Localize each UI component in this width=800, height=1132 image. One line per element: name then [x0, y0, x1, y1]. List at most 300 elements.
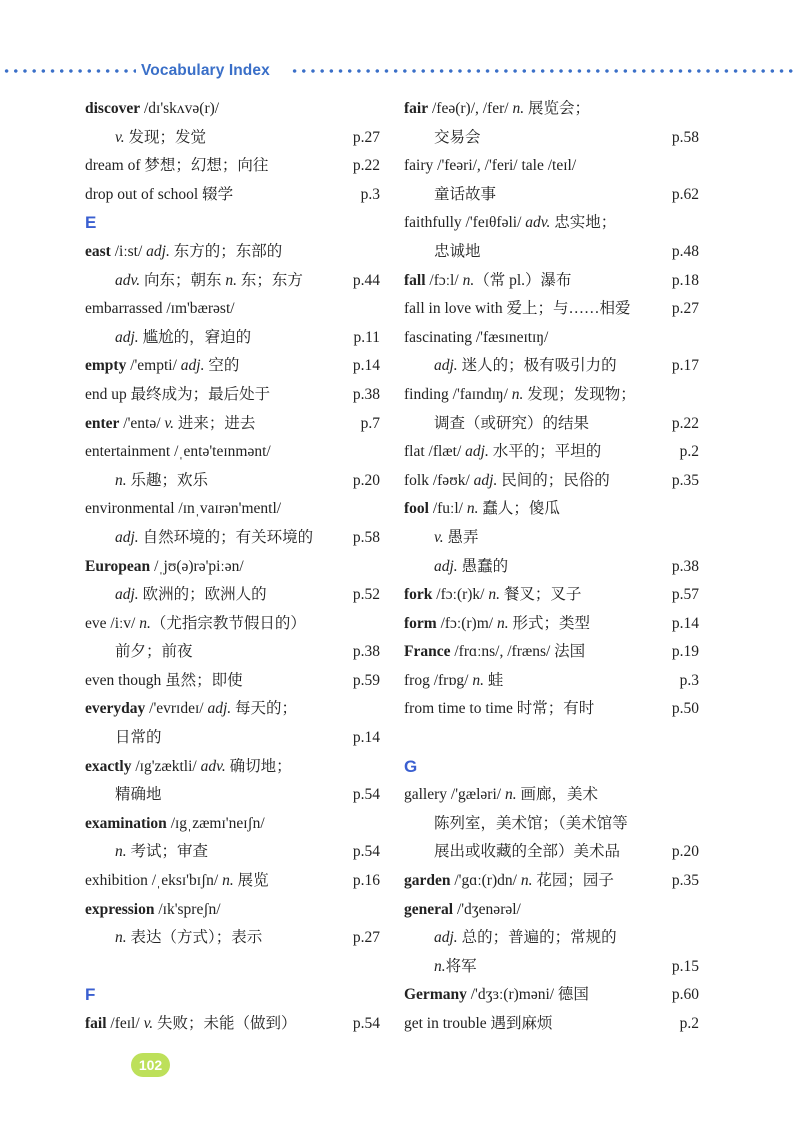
headword: Germany [404, 986, 467, 1004]
entry-text [404, 500, 560, 517]
definition: 东方的；东部的 [169, 242, 283, 260]
entry-text [404, 615, 590, 632]
entry-text [404, 643, 585, 660]
index-entry [404, 381, 699, 410]
page-reference: p.27 [671, 300, 699, 318]
entry-text [404, 472, 610, 489]
page-reference: p.62 [671, 185, 699, 203]
headword: exactly [85, 757, 132, 775]
index-entry [404, 981, 699, 1010]
index-entry [85, 495, 380, 524]
section-letter: E [85, 213, 97, 233]
part-of-speech: v. [115, 128, 125, 146]
entry-text [115, 129, 206, 146]
part-of-speech: adv. [115, 271, 141, 289]
entry-continuation [85, 724, 380, 753]
dotted-rule-right [290, 69, 798, 73]
headword: fool [404, 500, 429, 518]
part-of-speech: adv. [200, 757, 226, 775]
entry-phrase: exhibition /ˌeksɪ'bɪʃn/ [85, 872, 223, 890]
definition: 交易会 [434, 128, 481, 146]
page-reference: p.59 [352, 671, 380, 689]
definition: 发现；发觉 [124, 128, 206, 146]
headword: fork [404, 586, 433, 604]
entry-text [85, 758, 292, 775]
definition: 展览会； [524, 100, 590, 117]
entry-continuation [85, 838, 380, 867]
part-of-speech: n. [512, 100, 525, 117]
entry-phrase: get in trouble 遇到麻烦 [404, 1015, 553, 1032]
page-reference: p.2 [679, 443, 699, 461]
part-of-speech: adj. [115, 528, 139, 546]
entry-phrase: flat /flæt/ [404, 443, 466, 461]
entry-text [434, 929, 617, 946]
definition: 花园；园子 [532, 872, 614, 890]
entry-phrase: drop out of school 辍学 [85, 185, 234, 203]
pronunciation: /'gɑː(r)dn/ [450, 872, 521, 890]
part-of-speech: adj. [465, 443, 489, 461]
pronunciation: /'entə/ [119, 414, 165, 432]
entry-text [434, 529, 479, 546]
entry-phrase: end up 最终成为；最后处于 [85, 385, 271, 403]
entry-text [85, 1015, 297, 1032]
definition: 水平的；平坦的 [488, 443, 602, 461]
entry-continuation [404, 181, 699, 210]
definition: 陈列室，美术馆；（美术馆等 [434, 814, 628, 832]
page-reference: p.20 [352, 471, 380, 489]
pronunciation: /iːst/ [110, 242, 147, 260]
page-reference: p.3 [360, 185, 380, 203]
entry-text [115, 472, 208, 489]
entry-continuation [85, 124, 380, 153]
entry-phrase: faithfully /'feɪθfəli/ [404, 214, 526, 232]
index-entry [85, 95, 380, 124]
entry-continuation [404, 553, 699, 582]
page-reference: p.18 [671, 271, 699, 289]
page-reference: p.14 [671, 614, 699, 632]
pronunciation: /fɔː(r)m/ [436, 614, 497, 632]
part-of-speech: n. [504, 786, 517, 804]
section-letter: F [85, 985, 96, 1005]
definition: 每天的； [231, 700, 298, 718]
section-letter: G [404, 756, 418, 776]
page-reference: p.50 [671, 700, 699, 718]
entry-continuation [85, 781, 380, 810]
page-reference: p.58 [352, 528, 380, 546]
entry-text [404, 100, 590, 117]
headword: examination [85, 814, 167, 832]
definition: 蛙 [484, 671, 504, 689]
part-of-speech: n. [520, 872, 533, 890]
index-entry [404, 495, 699, 524]
entry-text [85, 558, 244, 575]
entry-text [85, 901, 221, 918]
entry-phrase: fall in love with 爱上；与……相爱 [404, 300, 631, 318]
part-of-speech: adj. [180, 357, 205, 375]
headword: east [85, 242, 111, 260]
right-column [404, 95, 699, 1039]
part-of-speech: n. [488, 586, 500, 604]
pronunciation: /fɔːl/ [425, 271, 463, 289]
definition: 迷人的；极有吸引力的 [457, 357, 617, 375]
entry-phrase: even though 虽然；即使 [85, 671, 243, 689]
part-of-speech: v. [164, 414, 175, 432]
entry-phrase: fairy /'feəri/, /'feri/ tale /teɪl/ [404, 157, 577, 175]
index-entry [85, 695, 380, 724]
entry-text [85, 157, 268, 174]
dotted-rule-left [2, 69, 136, 73]
definition: 失败；未能（做到） [153, 1015, 297, 1032]
definition: 向东；朝东 [140, 271, 226, 289]
entry-phrase: embarrassed /ɪm'bærəst/ [85, 300, 235, 318]
page-reference: p.20 [671, 843, 699, 861]
part-of-speech: adj. [473, 471, 498, 489]
index-entry [85, 438, 380, 467]
definition: 考试；审查 [126, 843, 209, 861]
entry-continuation [404, 410, 699, 439]
entry-text [404, 786, 598, 803]
part-of-speech: n. [225, 271, 237, 289]
entry-phrase: gallery /'gæləri/ [404, 786, 505, 804]
index-entry [85, 553, 380, 582]
page-header [0, 62, 800, 82]
entry-text [434, 243, 481, 260]
entry-continuation [404, 924, 699, 953]
part-of-speech: adj. [434, 357, 458, 375]
entry-text [434, 958, 477, 975]
index-entry [85, 896, 380, 925]
definition: 乐趣；欢乐 [126, 471, 209, 489]
page-reference: p.2 [679, 1015, 699, 1032]
part-of-speech: v. [434, 528, 444, 546]
part-of-speech: n. [115, 471, 127, 489]
entry-text [115, 729, 162, 746]
entry-continuation [404, 953, 699, 982]
definition: （尤指宗教节假日的） [150, 614, 306, 632]
headword: European [85, 557, 151, 575]
entry-text [115, 329, 251, 346]
entry-text [404, 272, 572, 289]
page-reference: p.35 [671, 872, 699, 890]
entry-text [434, 357, 617, 374]
index-entry [85, 152, 380, 181]
entry-text [115, 529, 313, 546]
entry-text [85, 415, 255, 432]
definition: 展览 [233, 872, 269, 890]
page-reference: p.16 [352, 872, 380, 890]
entry-text [404, 1015, 553, 1032]
page-reference: p.38 [352, 385, 380, 403]
page-reference: p.38 [671, 557, 699, 575]
entry-continuation [85, 267, 380, 296]
headword: France [404, 643, 451, 661]
page-reference: p.14 [352, 729, 380, 747]
definition: 确切地； [225, 757, 292, 775]
page-reference: p.17 [671, 357, 699, 375]
entry-continuation [85, 581, 380, 610]
entry-text [85, 357, 239, 374]
definition: 总的；普遍的；常规的 [457, 929, 617, 947]
pronunciation: /fɔː(r)k/ [432, 586, 489, 604]
index-entry [404, 667, 699, 696]
page-reference: p.15 [671, 957, 699, 975]
index-entry [85, 1010, 380, 1039]
entry-text [85, 815, 265, 832]
page-reference: p.35 [671, 471, 699, 489]
definition: （常 pl.）瀑布 [474, 271, 572, 289]
index-entry [404, 695, 699, 724]
page-reference: p.58 [671, 128, 699, 146]
entry-continuation [85, 524, 380, 553]
entry-phrase: entertainment /ˌentə'teɪnmənt/ [85, 443, 271, 461]
part-of-speech: n. [462, 271, 475, 289]
headword: form [404, 614, 437, 632]
entry-phrase: environmental /ɪnˌvaɪrən'mentl/ [85, 500, 282, 518]
page-reference: p.22 [671, 414, 699, 432]
definition: 童话故事 [434, 185, 497, 203]
part-of-speech: n. [115, 843, 127, 861]
index-entry [85, 753, 380, 782]
entry-phrase: frog /frɒg/ [404, 671, 473, 689]
definition: 形式；类型 [508, 614, 590, 632]
index-entry [404, 95, 699, 124]
headword: enter [85, 414, 120, 432]
entry-phrase: fascinating /'fæsɪneɪtɪŋ/ [404, 328, 549, 346]
entry-text [434, 843, 620, 860]
pronunciation: /ɪgˌzæmɪ'neɪʃn/ [166, 814, 265, 832]
entry-continuation [404, 524, 699, 553]
entry-text [85, 700, 297, 717]
entry-text [404, 214, 616, 231]
headword: expression [85, 900, 155, 918]
page-reference: p.19 [671, 643, 699, 661]
entry-text [85, 100, 219, 117]
definition: 精确地 [115, 786, 162, 804]
entry-text [404, 986, 589, 1003]
index-entry [404, 638, 699, 667]
index-entry [404, 581, 699, 610]
entry-text [115, 586, 267, 603]
part-of-speech: n. [511, 385, 524, 403]
entry-text [85, 443, 271, 460]
entry-continuation [85, 924, 380, 953]
index-entry [85, 295, 380, 324]
index-entry [85, 381, 380, 410]
page-reference: p.27 [352, 128, 380, 146]
pronunciation: /ˌjʊ(ə)rə'piːən/ [150, 557, 244, 575]
page-reference: p.44 [352, 271, 380, 289]
entry-text [434, 558, 508, 575]
page-reference: p.14 [352, 357, 380, 375]
page-reference: p.54 [352, 786, 380, 804]
entry-text [404, 872, 614, 889]
pronunciation: /ɪg'zæktli/ [131, 757, 201, 775]
definition: 日常的 [115, 729, 162, 747]
part-of-speech: adj. [146, 242, 170, 260]
entry-text [404, 901, 521, 918]
entry-text [85, 386, 270, 403]
entry-text [404, 157, 576, 174]
definition: 忠诚地 [434, 242, 481, 260]
index-entry [85, 610, 380, 639]
index-entry [85, 810, 380, 839]
part-of-speech: adj. [434, 557, 458, 575]
entry-text [404, 672, 503, 689]
index-entry [85, 352, 380, 381]
entry-text [115, 929, 262, 946]
definition: 将军 [445, 957, 477, 975]
definition: 愚蠢的 [457, 557, 509, 575]
entry-text [434, 415, 589, 432]
index-entry [404, 324, 699, 353]
entry-text [404, 443, 601, 460]
entry-text [404, 386, 636, 403]
definition: 调查（或研究）的结果 [434, 414, 590, 432]
index-entry [85, 410, 380, 439]
part-of-speech: adv. [525, 214, 551, 232]
index-entry [404, 1010, 699, 1039]
part-of-speech: adj. [207, 700, 232, 718]
part-of-speech: adj. [434, 929, 458, 947]
left-column [85, 95, 380, 1039]
pronunciation: /'dʒɜː(r)məni/ 德国 [466, 986, 589, 1004]
definition: 蠢人；傻瓜 [478, 500, 560, 518]
headword: garden [404, 872, 451, 890]
index-entry [85, 238, 380, 267]
entry-continuation [404, 238, 699, 267]
entry-phrase: finding /'faɪndɪŋ/ [404, 385, 512, 403]
entry-text [85, 300, 235, 317]
index-entry [404, 295, 699, 324]
part-of-speech: adj. [115, 586, 139, 604]
entry-text [434, 815, 628, 832]
entry-text [115, 643, 193, 660]
entry-phrase: from time to time 时常；有时 [404, 700, 595, 718]
pronunciation: /feɪl/ [106, 1015, 144, 1032]
pronunciation: /'empti/ [126, 357, 181, 375]
part-of-speech: n. [139, 614, 151, 632]
index-entry [404, 467, 699, 496]
page-reference: p.48 [671, 242, 699, 260]
definition: 空的 [204, 357, 240, 375]
page-number: 102 [131, 1053, 170, 1077]
entry-text [85, 186, 233, 203]
headword: fair [404, 100, 429, 117]
entry-continuation [404, 352, 699, 381]
index-entry [404, 267, 699, 296]
page-reference: p.27 [352, 929, 380, 947]
entry-phrase: folk /fəʊk/ [404, 471, 474, 489]
index-entry [404, 781, 699, 810]
pronunciation: /feə(r)/, /fer/ [428, 100, 513, 117]
entry-text [404, 329, 548, 346]
part-of-speech: adj. [115, 328, 139, 346]
definition: 前夕；前夜 [115, 643, 193, 661]
entry-text [434, 129, 481, 146]
definition: 尴尬的，窘迫的 [138, 328, 252, 346]
entry-continuation [404, 810, 699, 839]
pronunciation: /frɑːns/, /fræns/ 法国 [450, 643, 586, 661]
entry-text [85, 500, 281, 517]
definition: 忠实地； [550, 214, 617, 232]
definition: 欧洲的；欧洲人的 [138, 586, 267, 604]
pronunciation: /dɪ'skʌvə(r)/ [140, 100, 220, 117]
entry-continuation [85, 638, 380, 667]
page-reference: p.52 [352, 586, 380, 604]
page-reference: p.38 [352, 643, 380, 661]
part-of-speech: n. [434, 957, 446, 975]
part-of-speech: v. [143, 1015, 154, 1032]
index-entry [404, 152, 699, 181]
definition: 展出或收藏的全部）美术品 [434, 843, 621, 861]
page-reference: p.7 [360, 414, 380, 432]
pronunciation: /fuːl/ [428, 500, 467, 518]
definition: 发现；发现物； [523, 385, 636, 403]
pronunciation: /'dʒenərəl/ [453, 900, 521, 918]
part-of-speech: n. [466, 500, 479, 518]
headword: everyday [85, 700, 146, 718]
index-entry [85, 667, 380, 696]
page-reference: p.3 [679, 671, 699, 689]
entry-text [404, 300, 630, 317]
index-entry [404, 896, 699, 925]
part-of-speech: n. [472, 671, 484, 689]
entry-continuation [404, 838, 699, 867]
entry-text [115, 843, 208, 860]
part-of-speech: n. [222, 872, 234, 890]
page-title: Vocabulary Index [141, 62, 270, 79]
entry-text [115, 272, 303, 289]
index-entry [404, 209, 699, 238]
pronunciation: /ɪk'spreʃn/ [154, 900, 221, 918]
entry-text [115, 786, 162, 803]
definition: 画廊，美术 [516, 786, 598, 804]
headword: discover [85, 100, 141, 117]
entry-continuation [404, 124, 699, 153]
definition: 东；东方 [237, 271, 303, 289]
entry-continuation [85, 467, 380, 496]
entry-phrase: eve /iːv/ [85, 614, 140, 632]
part-of-speech: n. [115, 929, 127, 947]
definition: 进来；进去 [174, 414, 256, 432]
entry-text [85, 243, 282, 260]
definition: 表达（方式）；表示 [126, 929, 263, 947]
definition: 民间的；民俗的 [497, 471, 610, 489]
definition: 愚弄 [443, 528, 479, 546]
entry-continuation [85, 324, 380, 353]
page-reference: p.22 [352, 157, 380, 175]
pronunciation: /'evrɪdeɪ/ [145, 700, 208, 718]
entry-text [434, 186, 496, 203]
index-entry [404, 867, 699, 896]
page-reference: p.60 [671, 986, 699, 1004]
spacer [85, 953, 380, 982]
index-entry [85, 181, 380, 210]
entry-text [85, 615, 306, 632]
index-entry [404, 610, 699, 639]
entry-text [404, 586, 581, 603]
headword: fail [85, 1015, 107, 1032]
part-of-speech: n. [496, 614, 509, 632]
spacer [404, 724, 699, 753]
entry-phrase: dream of 梦想；幻想；向往 [85, 157, 269, 175]
page-reference: p.57 [671, 586, 699, 604]
definition: 自然环境的；有关环境的 [138, 528, 314, 546]
index-entry [85, 867, 380, 896]
page-reference: p.54 [352, 843, 380, 861]
headword: general [404, 900, 454, 918]
page-reference: p.54 [352, 1015, 380, 1032]
